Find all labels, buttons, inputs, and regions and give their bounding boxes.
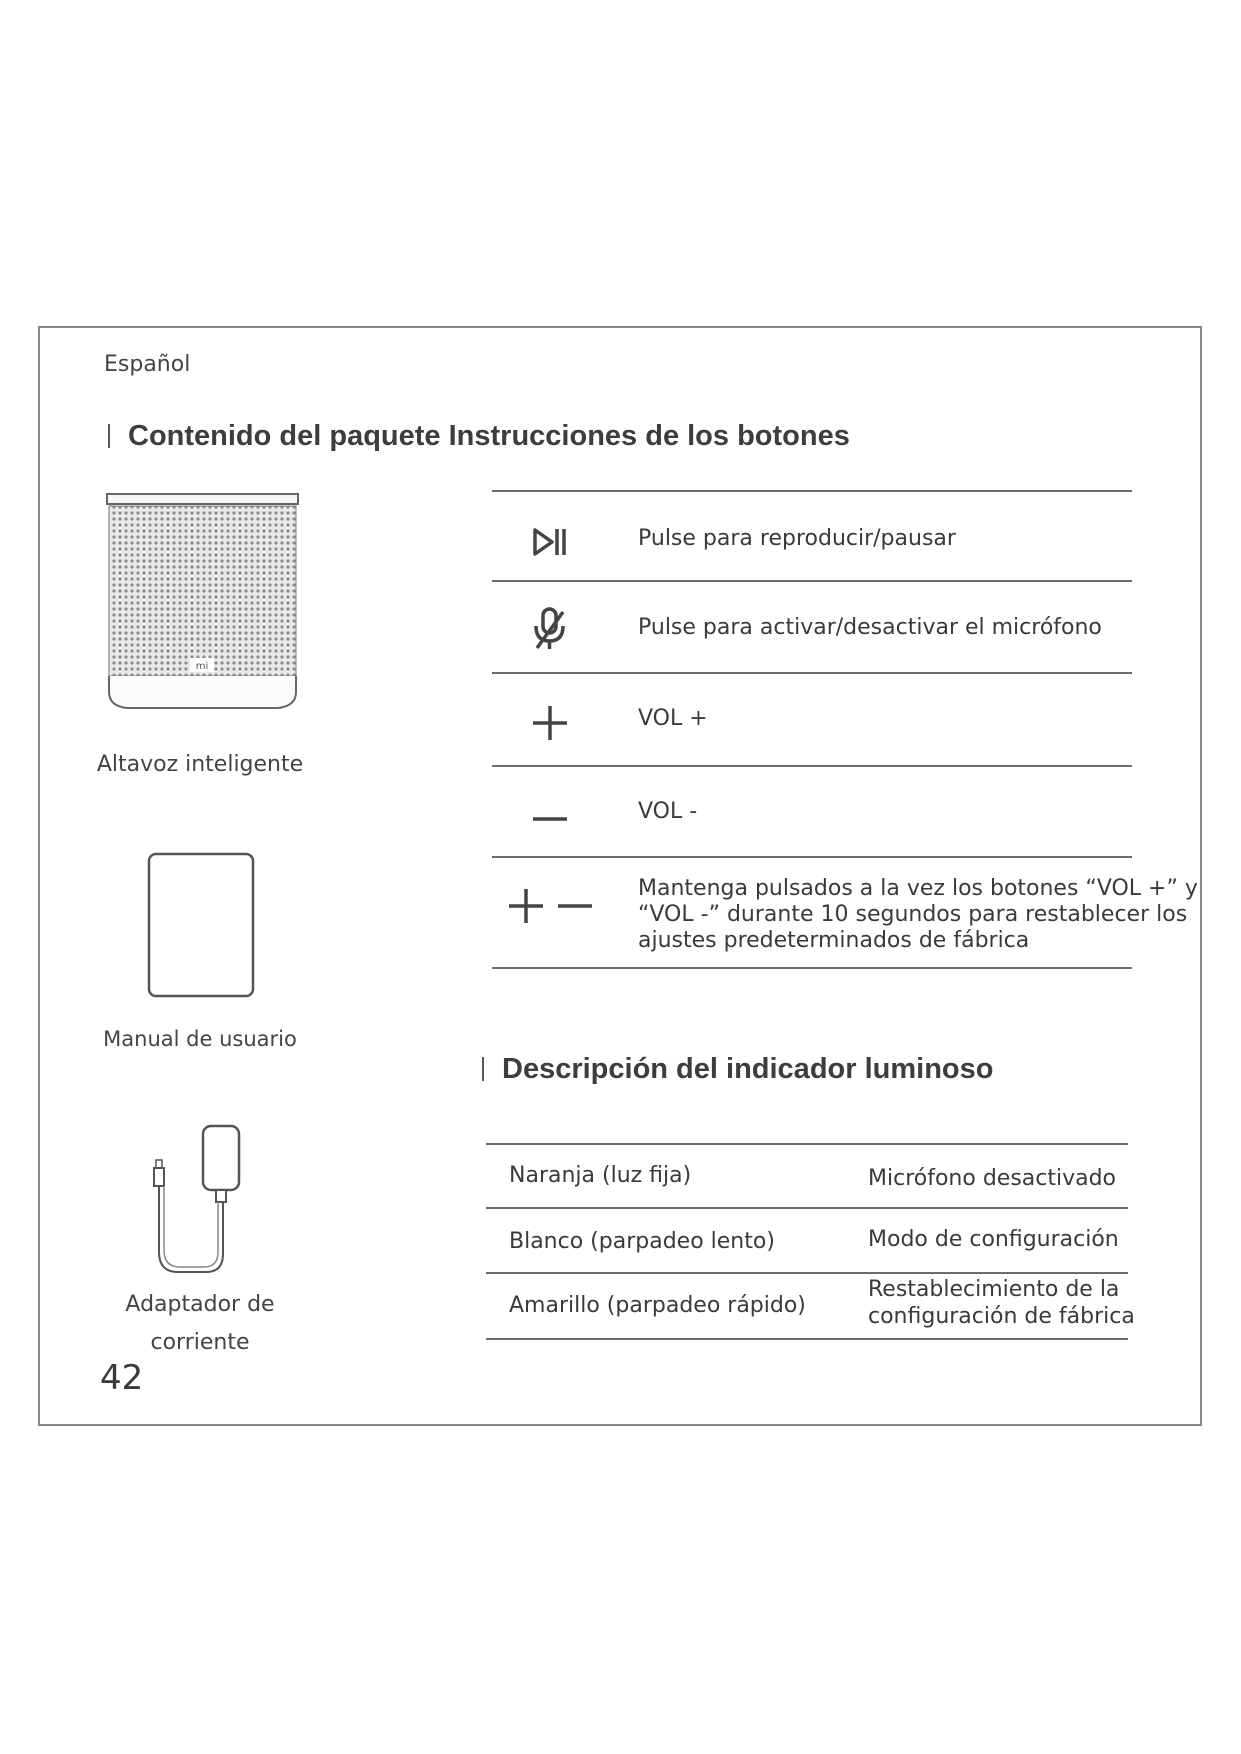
buttons-rule xyxy=(492,856,1132,858)
indicator-rule-bottom xyxy=(486,1338,1128,1340)
power-adapter-icon xyxy=(148,1122,248,1282)
caption-manual: Manual de usuario xyxy=(103,1027,297,1051)
section-heading-package-text: Contenido del paquete Instrucciones de los botones xyxy=(128,420,850,452)
svg-text:mi: mi xyxy=(195,661,209,672)
indicator-state: Blanco (parpadeo lento) xyxy=(509,1229,775,1254)
speaker-icon xyxy=(105,492,300,714)
page-number: 42 xyxy=(100,1358,144,1398)
mic-mute-icon xyxy=(520,604,580,654)
section-heading-indicator-text: Descripción del indicador luminoso xyxy=(502,1053,994,1085)
button-desc-vol-up: VOL + xyxy=(638,706,708,731)
caption-adapter xyxy=(70,1286,330,1362)
indicator-meaning-line2: configuración de fábrica xyxy=(868,1304,1135,1329)
plus-icon xyxy=(520,698,580,748)
plus-minus-icon xyxy=(508,886,598,926)
caption-speaker: Altavoz inteligente xyxy=(96,752,304,777)
minus-icon xyxy=(520,790,580,840)
language-label: Español xyxy=(104,352,191,377)
indicator-meaning: Micrófono desactivado xyxy=(868,1166,1117,1191)
button-desc-vol-down: VOL - xyxy=(638,799,698,824)
indicator-state: Naranja (luz fija) xyxy=(509,1163,692,1188)
buttons-rule xyxy=(492,765,1132,767)
indicator-rule xyxy=(486,1207,1128,1209)
indicator-meaning xyxy=(868,1276,1135,1330)
heading-bar xyxy=(482,1057,484,1081)
caption-adapter-line1: Adaptador de xyxy=(125,1292,275,1317)
indicator-state: Amarillo (parpadeo rápido) xyxy=(509,1293,806,1318)
indicator-meaning: Modo de configuración xyxy=(868,1227,1119,1252)
indicator-meaning-line1: Restablecimiento de la xyxy=(868,1277,1120,1302)
button-desc-mic: Pulse para activar/desactivar el micrófono xyxy=(638,615,1102,640)
indicator-rule-top xyxy=(486,1143,1128,1145)
reset-line2: “VOL -” durante 10 segundos para restablecer los xyxy=(638,902,1188,927)
reset-line3: ajustes predeterminados de fábrica xyxy=(638,928,1030,953)
button-desc-play: Pulse para reproducir/pausar xyxy=(638,526,956,551)
button-desc-reset xyxy=(638,876,1198,954)
indicator-rule xyxy=(486,1272,1128,1274)
buttons-rule-bottom xyxy=(492,967,1132,969)
buttons-rule xyxy=(492,580,1132,582)
buttons-rule-top xyxy=(492,490,1132,492)
section-heading-package xyxy=(108,420,850,453)
manual-icon xyxy=(147,852,255,998)
heading-bar xyxy=(108,424,110,448)
play-pause-icon xyxy=(520,517,580,567)
caption-adapter-line2: corriente xyxy=(150,1330,250,1355)
section-heading-indicator xyxy=(482,1053,993,1086)
reset-line1: Mantenga pulsados a la vez los botones “VOL +” y xyxy=(638,876,1198,901)
buttons-rule xyxy=(492,672,1132,674)
